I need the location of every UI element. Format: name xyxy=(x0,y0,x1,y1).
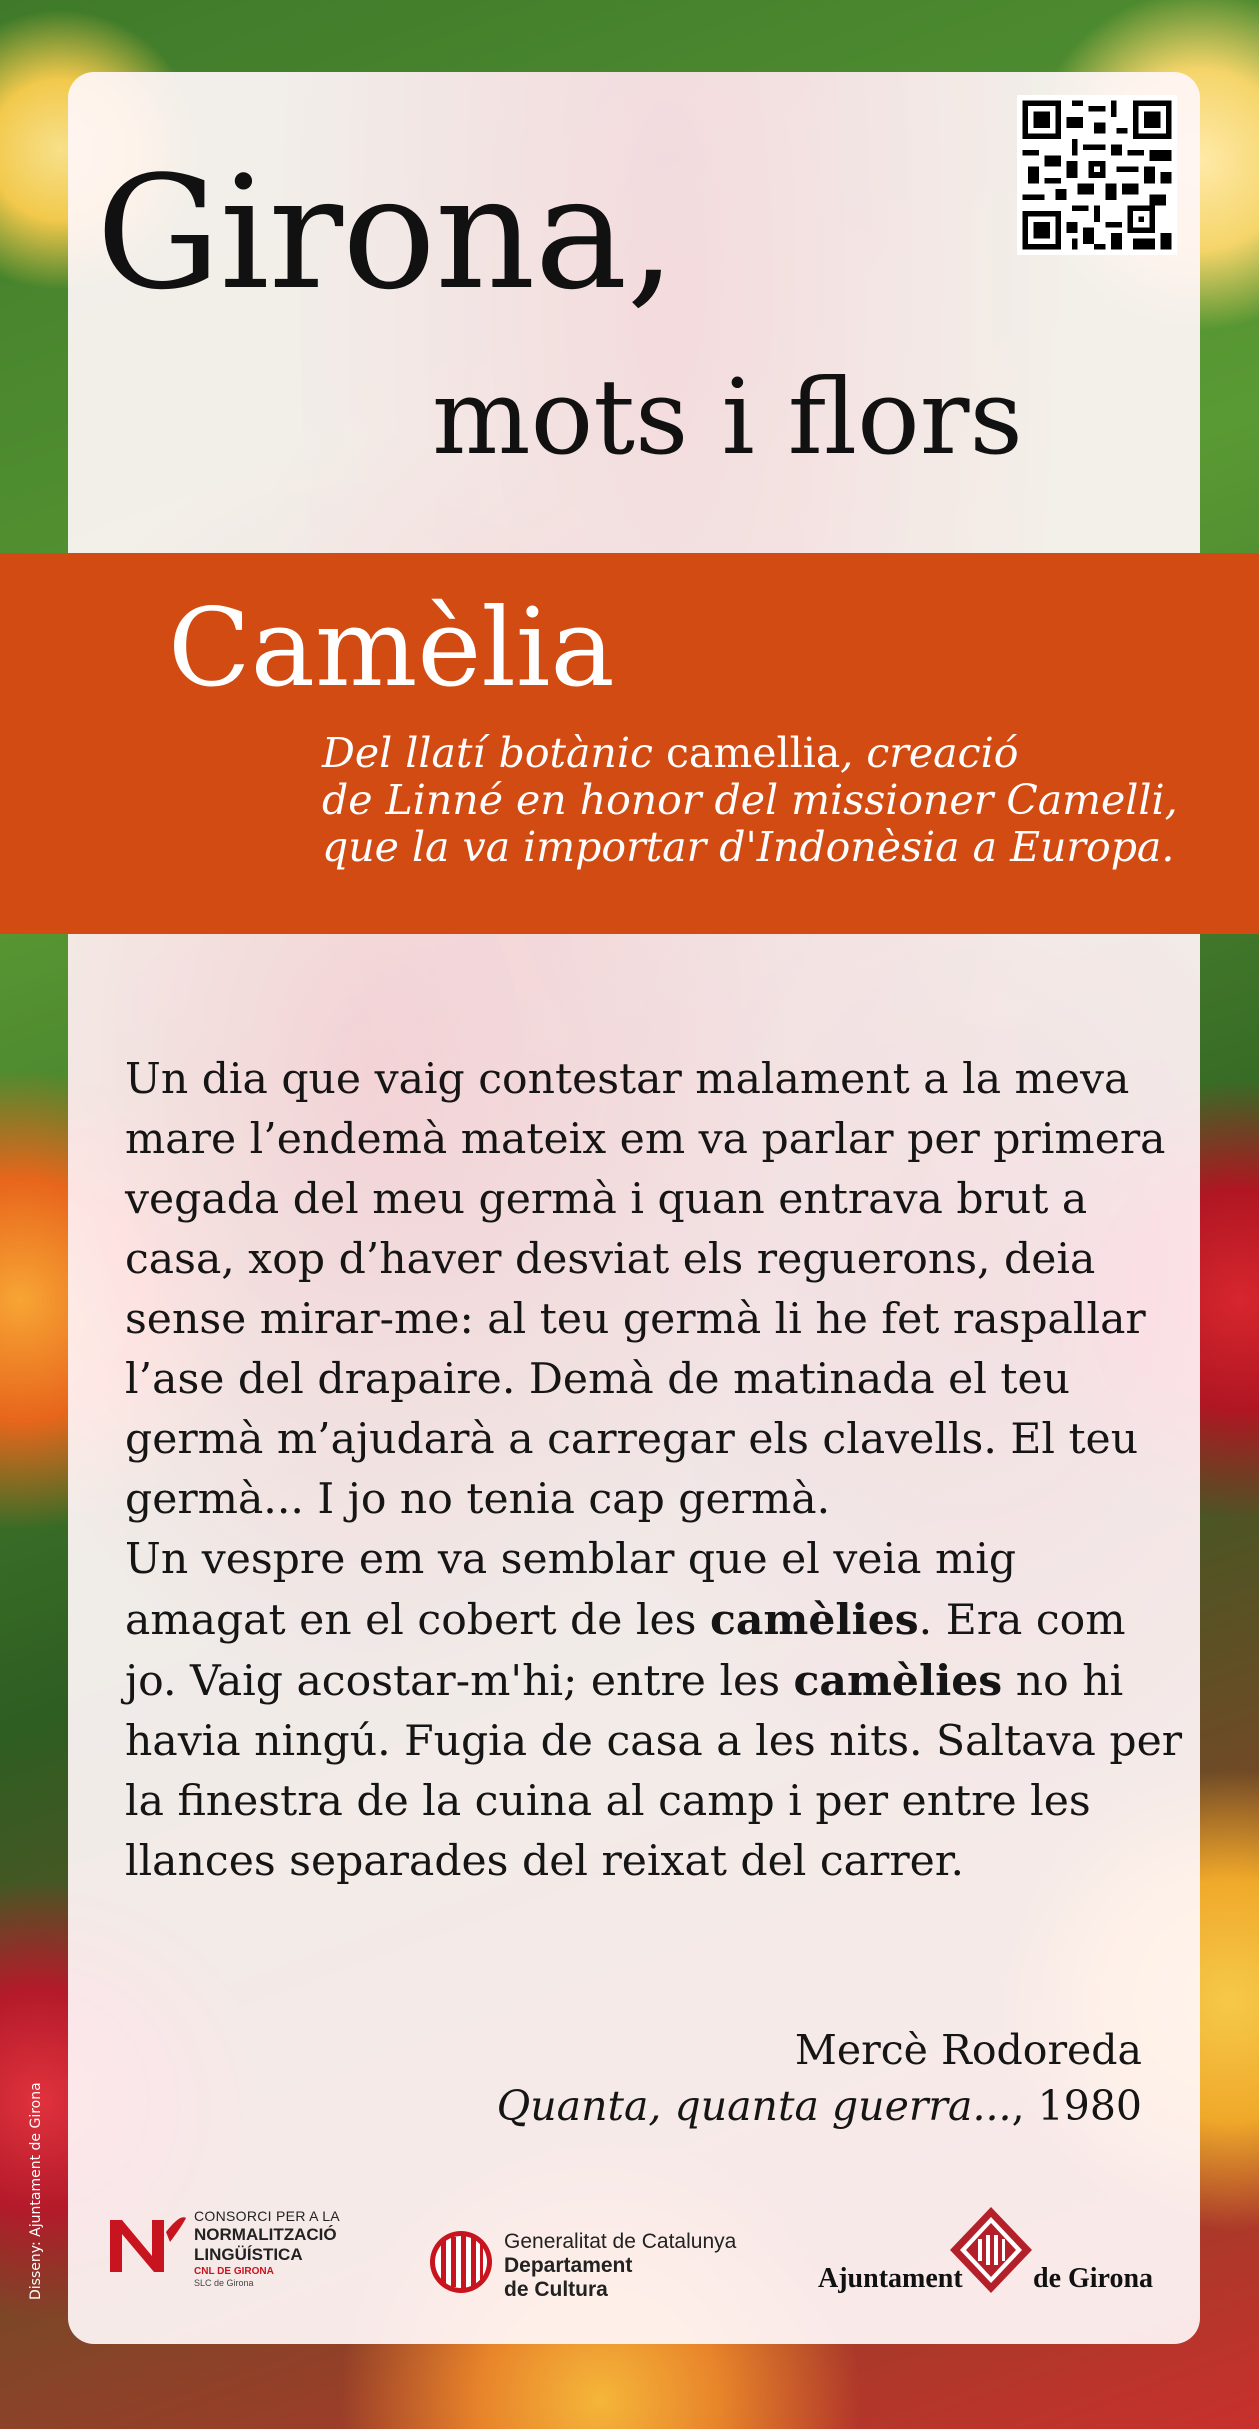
excerpt-paragraph-2 xyxy=(125,1530,1185,1892)
ajuntament-logo[interactable] xyxy=(818,2205,1168,2295)
excerpt-highlight: camèlies xyxy=(793,1656,1003,1706)
etymology-part1: Del llatí botànic xyxy=(322,729,666,777)
gencat-line3: de Cultura xyxy=(504,2278,608,2301)
literary-excerpt xyxy=(125,1050,1185,1892)
excerpt-highlight: camèlies xyxy=(709,1595,919,1645)
cpnl-n-icon xyxy=(108,2212,188,2274)
excerpt-text: Un vespre em va semblar que el veia mig amagat en el cobert de les xyxy=(125,1535,1017,1645)
cpnl-line5: SLC de Girona xyxy=(194,2278,254,2288)
gencat-line2: Departament xyxy=(504,2254,633,2277)
cpnl-line4: CNL DE GIRONA xyxy=(194,2266,274,2277)
excerpt-text: no hi havia ningú. Fugia de casa a les nits. Saltava per la finestra de la cuina al camp i per entre les llances separades del reixat del carrer. xyxy=(125,1657,1183,1886)
etymology-text xyxy=(322,730,1222,871)
cpnl-line2: NORMALITZACIÓ xyxy=(194,2225,337,2244)
etymology-line2: de Linné en honor del missioner Camelli, xyxy=(322,776,1178,824)
etymology-line3: que la va importar d'Indonèsia a Europa. xyxy=(322,823,1175,871)
ajuntament-word2: de Girona xyxy=(1033,2263,1154,2294)
page-title: Girona, xyxy=(96,142,676,324)
excerpt-text: . Era com jo. Vaig acostar-m'hi; entre les xyxy=(125,1596,1126,1706)
cpnl-logo[interactable] xyxy=(108,2208,358,2288)
design-credit: Disseny: Ajuntament de Girona xyxy=(28,2082,44,2300)
qr-code-icon[interactable] xyxy=(1017,95,1177,255)
cpnl-line1: CONSORCI PER A LA xyxy=(194,2208,340,2224)
etymology-part2: , creació xyxy=(840,729,1019,777)
work-title: Quanta, quanta guerra... xyxy=(496,2082,1012,2130)
excerpt-paragraph-1: Un dia que vaig contestar malament a la meva mare l’endemà mateix em va parlar per primera vegada del meu germà i quan entrava brut a casa, xop d’haver desviat els reguerons, deia sense mirar-me: al teu germà li he fet raspallar l’ase del drapaire. Demà de matinada el teu germà m’ajudarà a carregar els clavells. El teu germà... I jo no tenia cap germà. xyxy=(125,1055,1166,1524)
gencat-logo[interactable] xyxy=(428,2226,778,2301)
author-name: Mercè Rodoreda xyxy=(794,2026,1142,2074)
attribution xyxy=(497,2022,1142,2134)
gencat-line1: Generalitat de Catalunya xyxy=(504,2230,737,2253)
gencat-shield-icon xyxy=(428,2226,494,2298)
work-year: , 1980 xyxy=(1011,2082,1142,2130)
etymology-latin-word: camellia xyxy=(665,729,841,777)
work-title-line xyxy=(497,2078,1142,2134)
page-subtitle: mots i flors xyxy=(432,356,1023,478)
ajuntament-word1: Ajuntament xyxy=(818,2263,963,2294)
flower-name: Camèlia xyxy=(168,586,615,711)
cpnl-line3: LINGÜÍSTICA xyxy=(194,2245,303,2264)
